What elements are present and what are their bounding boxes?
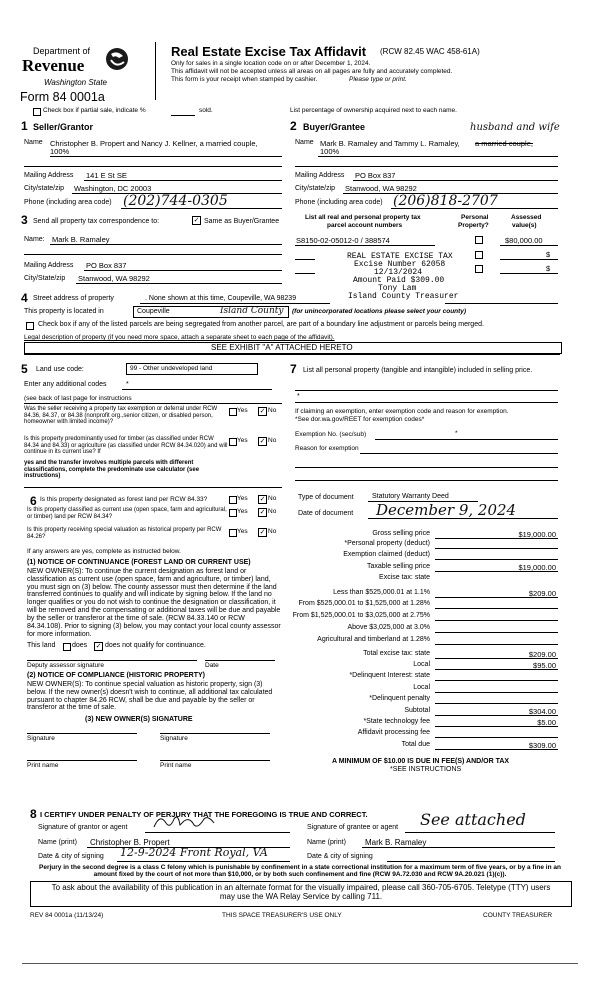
personal-property-heading-num: 7 xyxy=(290,362,297,376)
exemption-see: *See dor.wa.gov/REET for exemption codes* xyxy=(295,416,425,423)
local2-label: Local xyxy=(413,684,430,691)
form-number: Form 84 0001a xyxy=(20,90,105,104)
bracket1-label: Less than $525,000.01 at 1.1% xyxy=(333,589,430,596)
accessibility-box xyxy=(30,881,572,907)
certify-heading-num: 8 xyxy=(30,807,37,821)
additional-codes[interactable]: * xyxy=(126,381,129,388)
parcel-header-1b: parcel account numbers xyxy=(327,222,403,229)
land-use-code-label: Land use code: xyxy=(36,366,84,373)
legal-description: SEE EXHIBIT "A" ATTACHED HERETO xyxy=(211,343,353,352)
partial-sale-label: Check box if partial sale, indicate % xyxy=(43,107,146,114)
dept-line1: Department of xyxy=(33,46,91,56)
gross-label: Gross selling price xyxy=(372,530,430,537)
same-as-buyer-checkbox[interactable]: ✓ xyxy=(193,217,200,224)
buyer-name[interactable]: Mark B. Ramaley and Tammy L. Ramaley, xyxy=(320,139,460,148)
legal-label: Legal description of property (if you need more space, attach a separate sheet to each page of the affidavit). xyxy=(24,334,335,341)
delinquent-penalty-label: *Delinquent penalty xyxy=(369,695,430,702)
form-citation: (RCW 82.45 WAC 458-61A) xyxy=(380,47,480,56)
f2-no-label: No xyxy=(268,508,277,515)
q1-no-checkbox[interactable]: ✓ xyxy=(259,408,266,415)
taxable-value[interactable]: $19,000.00 xyxy=(518,563,556,572)
certify-heading: I CERTIFY UNDER PENALTY OF PERJURY THAT THE FOREGOING IS TRUE AND CORRECT. xyxy=(40,810,368,819)
personal-property-text: List all personal property (tangible and intangible) included in selling price. xyxy=(303,367,533,374)
header-note-2: This affidavit will not be accepted unless all areas on all pages are fully and accurately completed. xyxy=(171,68,453,75)
grantor-name[interactable]: Christopher B. Propert xyxy=(90,838,170,847)
exemption-no-label: Exemption No. (sec/sub) xyxy=(295,431,367,438)
street-label: Street address of property xyxy=(33,295,114,302)
grantee-date-city-label: Date & city of signing xyxy=(307,853,373,860)
stamp-line-1: REAL ESTATE EXCISE TAX xyxy=(347,252,453,261)
total-due-label: Total due xyxy=(401,741,430,748)
location-select[interactable] xyxy=(133,306,289,318)
grantee-name-label: Name (print) xyxy=(307,839,346,846)
land-use-code: 99 - Other undeveloped land xyxy=(130,365,213,372)
forest-heading-num: 6 xyxy=(30,494,37,508)
buyer-heading-num: 2 xyxy=(290,119,297,133)
f2-no-checkbox[interactable]: ✓ xyxy=(259,509,266,516)
minimum-note: A MINIMUM OF $10.00 IS DUE IN FEE(S) AND/OR TAX xyxy=(332,758,510,765)
stamp-line-4: Amount Paid $309.00 xyxy=(353,276,445,285)
f3-no-label: No xyxy=(268,528,277,535)
personal-property-star: * xyxy=(297,393,300,400)
parcel-value[interactable]: $80,000.00 xyxy=(505,236,543,245)
stamp-line-3: 12/13/2024 xyxy=(374,268,423,277)
buyer-mail-label: Mailing Address xyxy=(295,172,345,179)
footer-rev: REV 84 0001a (11/13/24) xyxy=(30,912,104,919)
does-qualify-checkbox[interactable] xyxy=(63,643,71,651)
buyer-pct[interactable]: 100% xyxy=(320,147,340,156)
forest-q1: Is this property designated as forest land per RCW 84.33? xyxy=(40,496,208,503)
excise-state-label: Excise tax: state xyxy=(379,574,430,581)
parcel-header-3: Assessed xyxy=(511,214,542,221)
personal-property-checkbox-1[interactable] xyxy=(475,236,483,244)
parcel-dollar-2: $ xyxy=(546,264,551,273)
location-county: Island County xyxy=(220,306,284,316)
grantee-name[interactable]: Mark B. Ramaley xyxy=(365,838,427,847)
this-land-label: This land xyxy=(27,642,56,649)
unincorporated-note: (for unincorporated locations please select your county) xyxy=(292,308,467,315)
delinquent-interest-label: *Delinquent Interest: state xyxy=(349,672,430,679)
notice1-body: NEW OWNER(S): To continue the current designation as forest land or classification as current use (open space, farm and agriculture, or timber) land, you must sign on (3) below. The county assessor must then determine if the land transferred continues to qualify and will indicate by signing below. If the land no longer qualifies or you do not wish to continue the designation or classification, it will be removed and the compensating or additional taxes will be due and payable by the seller or transferor at the time of sale. (RCW 84.33.140 or RCW 84.34.108). Prior to signing (3) below, you may contact your local county assessor for more information. xyxy=(27,568,281,638)
f2-yes-label: Yes xyxy=(237,508,248,515)
footer-county-treasurer: COUNTY TREASURER xyxy=(483,912,553,919)
correspondence-heading: Send all property tax correspondence to: xyxy=(33,218,160,225)
local-label: Local xyxy=(413,661,430,668)
header-note-3b: Please type or print. xyxy=(349,76,407,83)
grantee-signature[interactable]: See attached xyxy=(420,810,526,829)
legal-description-box[interactable] xyxy=(24,342,562,354)
stamp-line-5: Tony Lam xyxy=(378,284,417,293)
owner-print-label-2: Print name xyxy=(160,762,192,769)
f1-yes-checkbox[interactable] xyxy=(229,496,237,504)
street-address[interactable]: . None shown at this time, Coupeville, WA 98239 xyxy=(145,295,297,302)
same-as-buyer-label: Same as Buyer/Grantee xyxy=(204,218,280,225)
buyer-city-label: City/state/zip xyxy=(295,185,336,192)
footer-treasurer-use: THIS SPACE TREASURER'S USE ONLY xyxy=(222,912,342,919)
subtotal-label: Subtotal xyxy=(404,707,430,714)
land-use-q2: Is this property predominantly used for timber (as classified under RCW 84.34 and 84.33) or agriculture (as classified under RCW 84.34.020) and will continue in its current use? If xyxy=(24,436,228,456)
perjury-notice: Perjury in the second degree is a class C felony which is punishable by confinement in a state correctional institution for a maximum term of five years, or by a fine in an amount fixed by the court of not more than $10,000, or by both such confinement and fine (RCW 9A.72.030 and RCW 9A.20.021 (1)(c)). xyxy=(39,864,561,879)
assessor-date-label: Date xyxy=(205,662,219,669)
total-due-value[interactable]: $309.00 xyxy=(528,741,556,750)
q1-yes-checkbox[interactable] xyxy=(229,408,237,416)
q2-yes-label: Yes xyxy=(237,437,248,444)
additional-codes-label: Enter any additional codes xyxy=(24,381,107,388)
segregated-label: Check box if any of the listed parcels are being segregated from another parcel, are part of a boundary line adjustment or parcels being merged. xyxy=(38,321,484,328)
seller-pct[interactable]: 100% xyxy=(50,147,70,156)
seller-heading: Seller/Grantor xyxy=(33,122,94,132)
seller-name[interactable]: Christopher B. Propert and Nancy J. Kellner, a married couple, xyxy=(50,139,258,148)
parcel-dollar-1: $ xyxy=(546,250,551,259)
assessor-sig-label: Deputy assessor signature xyxy=(27,662,104,669)
partial-sale-checkbox[interactable] xyxy=(33,108,41,116)
buyer-heading: Buyer/Grantee xyxy=(303,122,366,132)
buyer-handwritten-note: husband and wife xyxy=(470,122,560,133)
stamp-line-6: Island County Treasurer xyxy=(348,292,459,301)
forest-q2: Is this property classified as current use (open space, farm and agricultural, or timber) land per RCW 84.34? xyxy=(27,507,227,520)
doc-type-label: Type of document xyxy=(298,494,354,501)
correspondence-city[interactable]: Stanwood, WA 98292 xyxy=(78,274,150,283)
form-title: Real Estate Excise Tax Affidavit xyxy=(171,44,367,59)
local-value[interactable]: $95.00 xyxy=(533,661,556,670)
personal-property-checkbox-3[interactable] xyxy=(475,265,483,273)
f2-yes-checkbox[interactable] xyxy=(229,509,237,517)
q2-no-label: No xyxy=(268,437,277,444)
bracket4-label: Above $3,025,000 at 3.0% xyxy=(347,624,430,631)
ownership-note: List percentage of ownership acquired next to each name. xyxy=(290,107,457,114)
see-back-note: (see back of last page for instructions xyxy=(24,395,132,402)
f3-yes-label: Yes xyxy=(237,528,248,535)
buyer-city[interactable]: Stanwood, WA 98292 xyxy=(345,184,417,193)
affidavit-fee-label: Affidavit processing fee xyxy=(357,729,430,736)
doc-date-label: Date of document xyxy=(298,510,354,517)
does-not-label: does not qualify for continuance. xyxy=(105,642,206,649)
forest-q3: Is this property receiving special valuation as historical property per RCW 84.26? xyxy=(27,527,222,540)
tech-fee-label: *State technology fee xyxy=(363,718,430,725)
see-instructions: *SEE INSTRUCTIONS xyxy=(390,766,462,773)
q2-yes-checkbox[interactable] xyxy=(229,438,237,446)
property-heading-num: 4 xyxy=(21,291,28,305)
q2-no-checkbox[interactable]: ✓ xyxy=(259,438,266,445)
notice1-title: (1) NOTICE OF CONTINUANCE (FOREST LAND OR CURRENT USE) xyxy=(27,559,251,566)
grantor-date-city[interactable]: 12-9-2024 Front Royal, VA xyxy=(120,846,268,859)
parcel-header-2b: Property? xyxy=(458,222,489,229)
seller-mail[interactable]: 141 E St SE xyxy=(86,171,127,180)
does-label: does xyxy=(72,642,88,649)
land-use-q1: Was the seller receiving a property tax exemption or deferral under RCW 84.36, 84.37, or 84.38 (nonprofit org.,senior citizen, or disabled person, homeowner with limited income)? xyxy=(24,406,218,426)
segregated-checkbox[interactable] xyxy=(26,322,34,330)
bracket3-label: From $1,525,000.01 to $3,025,000 at 2.75% xyxy=(292,612,430,619)
partial-sale-sold: sold. xyxy=(199,107,213,114)
f1-yes-label: Yes xyxy=(237,495,248,502)
q1-yes-label: Yes xyxy=(237,407,248,414)
header-note-1: Only for sales in a single location code on or after December 1, 2024. xyxy=(171,60,371,67)
correspondence-name[interactable]: Mark B. Ramaley xyxy=(52,235,110,244)
owner-print-label-1: Print name xyxy=(27,762,59,769)
exemption-note: If claiming an exemption, enter exemption code and reason for exemption. xyxy=(295,408,509,415)
correspondence-name-label: Name: xyxy=(24,236,45,243)
notice2-body: NEW OWNER(S): To continue special valuation as historic property, sign (3) below. If the new owner(s) doesn't wish to continue, all additional tax calculated pursuant to chapter 84.26 RCW, shall be due and payable by the seller or transferor at the time of sale. xyxy=(27,681,273,712)
seller-phone[interactable]: (202)744-0305 xyxy=(123,193,228,209)
subtotal-value[interactable]: $304.00 xyxy=(528,707,556,716)
taxable-label: Taxable selling price xyxy=(366,563,430,570)
seller-heading-num: 1 xyxy=(21,119,28,133)
grantor-signature[interactable] xyxy=(150,811,220,833)
seller-name-label: Name xyxy=(24,139,43,146)
q1-no-label: No xyxy=(268,407,277,414)
total-state-value[interactable]: $209.00 xyxy=(528,650,556,659)
bracket1-value[interactable]: $209.00 xyxy=(528,589,556,598)
notice3-title: (3) NEW OWNER(S) SIGNATURE xyxy=(85,716,193,723)
land-use-heading-num: 5 xyxy=(21,362,28,376)
personal-property-checkbox-2[interactable] xyxy=(475,251,483,259)
doc-type[interactable]: Statutory Warranty Deed xyxy=(372,493,449,500)
bracket2-label: From $525,000.01 to $1,525,000 at 1.28% xyxy=(298,600,430,607)
land-use-code-select[interactable] xyxy=(126,363,258,375)
seller-phone-label: Phone (including area code) xyxy=(24,199,112,206)
personal-deduct-label: *Personal property (deduct) xyxy=(344,540,430,547)
dept-line2: Revenue xyxy=(22,56,85,75)
reason-label: Reason for exemption xyxy=(295,445,359,452)
exemption-no[interactable]: * xyxy=(455,430,458,437)
buyer-phone[interactable]: (206)818-2707 xyxy=(393,193,498,209)
parcel-header-2: Personal xyxy=(461,214,489,221)
bracket5-label: Agricultural and timberland at 1.28% xyxy=(317,636,430,643)
buyer-name-label: Name xyxy=(295,139,314,146)
stamp-line-2: Excise Number 62058 xyxy=(354,260,446,269)
land-use-q2-bold: yes and the transfer involves multiple parcels with different classifications, complete the predominate use calculator (see instructions) xyxy=(24,460,200,480)
grantor-name-label: Name (print) xyxy=(38,839,77,846)
tech-fee-value[interactable]: $5.00 xyxy=(537,718,556,727)
located-label: This property is located in xyxy=(24,308,104,315)
buyer-phone-label: Phone (including area code) xyxy=(295,199,383,206)
parcel-number[interactable]: S8150-02-05012-0 / 388574 xyxy=(296,236,390,245)
owner-sig-label-2: Signature xyxy=(160,735,188,742)
buyer-mail[interactable]: PO Box 837 xyxy=(355,171,396,180)
if-yes-note: If any answers are yes, complete as instructed below. xyxy=(27,548,181,555)
does-not-qualify-checkbox[interactable]: ✓ xyxy=(95,643,102,650)
gross-value[interactable]: $19,000.00 xyxy=(518,530,556,539)
location-city: Coupeville xyxy=(137,308,170,315)
correspondence-mail-label: Mailing Address xyxy=(24,262,74,269)
doc-date[interactable]: December 9, 2024 xyxy=(376,501,517,519)
correspondence-heading-num: 3 xyxy=(21,213,28,227)
f3-yes-checkbox[interactable] xyxy=(229,529,237,537)
exemption-deduct-label: Exemption claimed (deduct) xyxy=(343,551,430,558)
seller-city[interactable]: Washington, DC 20003 xyxy=(74,184,152,193)
grantor-sig-label: Signature of grantor or agent xyxy=(38,824,128,831)
parcel-header-3b: value(s) xyxy=(512,222,537,229)
header-note-3a: This form is your receipt when stamped by cashier. xyxy=(171,76,318,83)
accessibility-notice: To ask about the availability of this publication in an alternate format for the visually impaired, please call 360-705-6705. Teletype (TTY) users may use the WA Relay Service by calling 711. xyxy=(51,883,551,901)
f1-no-label: No xyxy=(268,495,277,502)
grantor-date-city-label: Date & city of signing xyxy=(38,853,104,860)
dept-line3: Washington State xyxy=(44,78,108,87)
correspondence-city-label: City/State/zip xyxy=(24,275,66,282)
f1-no-checkbox[interactable]: ✓ xyxy=(259,496,266,503)
notice2-title: (2) NOTICE OF COMPLIANCE (HISTORIC PROPERTY) xyxy=(27,672,205,679)
seller-mail-label: Mailing Address xyxy=(24,172,74,179)
revenue-logo-icon xyxy=(104,44,130,74)
owner-sig-label-1: Signature xyxy=(27,735,55,742)
correspondence-mail[interactable]: PO Box 837 xyxy=(86,261,127,270)
parcel-header-1: List all real and personal property tax xyxy=(305,214,421,221)
total-state-label: Total excise tax: state xyxy=(363,650,430,657)
buyer-name-struck: a married couple, xyxy=(475,139,533,148)
f3-no-checkbox[interactable]: ✓ xyxy=(259,529,266,536)
seller-city-label: City/state/zip xyxy=(24,185,65,192)
grantee-sig-label: Signature of grantee or agent xyxy=(307,824,399,831)
